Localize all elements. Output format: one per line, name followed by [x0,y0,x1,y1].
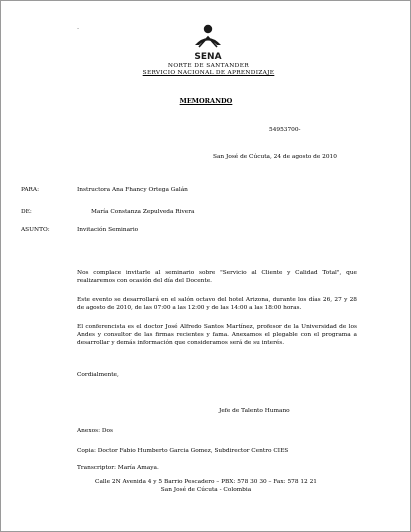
copia: Copia: Doctor Fabio Humberto Garcia Gomez, Subdirector Centro CIES [77,448,289,454]
header-institution: SERVICIO NACIONAL DE APRENDIZAJE [142,70,275,76]
logo-text: SENA [194,52,222,62]
sena-logo [191,23,225,63]
body-paragraph-3: El conferencista es el doctor José Alfredo Santos Martínez, profesor de la Universidad de los Andes y consultor de las firmas recientes y fama. Anexamos el plegable con el programa a desarrollar y demás información que consideramos será de su interés. [77,324,357,346]
para-label: PARA: [21,187,40,193]
body-paragraph-1: Nos complace invitarle al seminario sobre "Servicio al Cliente y Calidad Total", que realizaremos con ocasión del día del Docente. [77,270,357,284]
place-date: San José de Cúcuta, 24 de agosto de 2010 [213,154,337,160]
body-paragraph-2: Este evento se desarrollará en el salón octavo del hotel Arizona, durante los días 26, 27 y 28 de agosto de 2010, de las 07:00 a las 12:00 y de las 14:00 a las 18:00 horas. [77,297,357,311]
de-value: María Constanza Zepulveda Rivera [91,209,195,215]
header-region: NORTE DE SANTANDER [167,63,250,69]
closing: Cordialmente, [77,372,119,378]
anexos: Anexos: Dos [77,428,113,434]
reference-number: 54953700- [269,127,301,133]
corner-mark: · [77,25,80,33]
signature-title: Jefe de Talento Humano [219,408,290,414]
de-label: DE: [21,209,32,215]
transcriptor: Transcriptor: María Amaya. [77,465,159,471]
sena-logo-icon [191,23,225,63]
footer-address: Calle 2N Avenida 4 y 5 Barrio Pescadero – PBX: 578 30 30 – Fax: 578 12 21 [95,479,317,485]
footer-city: San José de Cúcuta - Colombia [160,487,252,493]
memo-title: MEMORANDO [179,97,233,105]
asunto-value: Invitación Seminario [77,227,139,233]
para-value: Instructora Ana Fhancy Ortega Galán [77,187,188,193]
asunto-label: ASUNTO: [21,227,50,233]
